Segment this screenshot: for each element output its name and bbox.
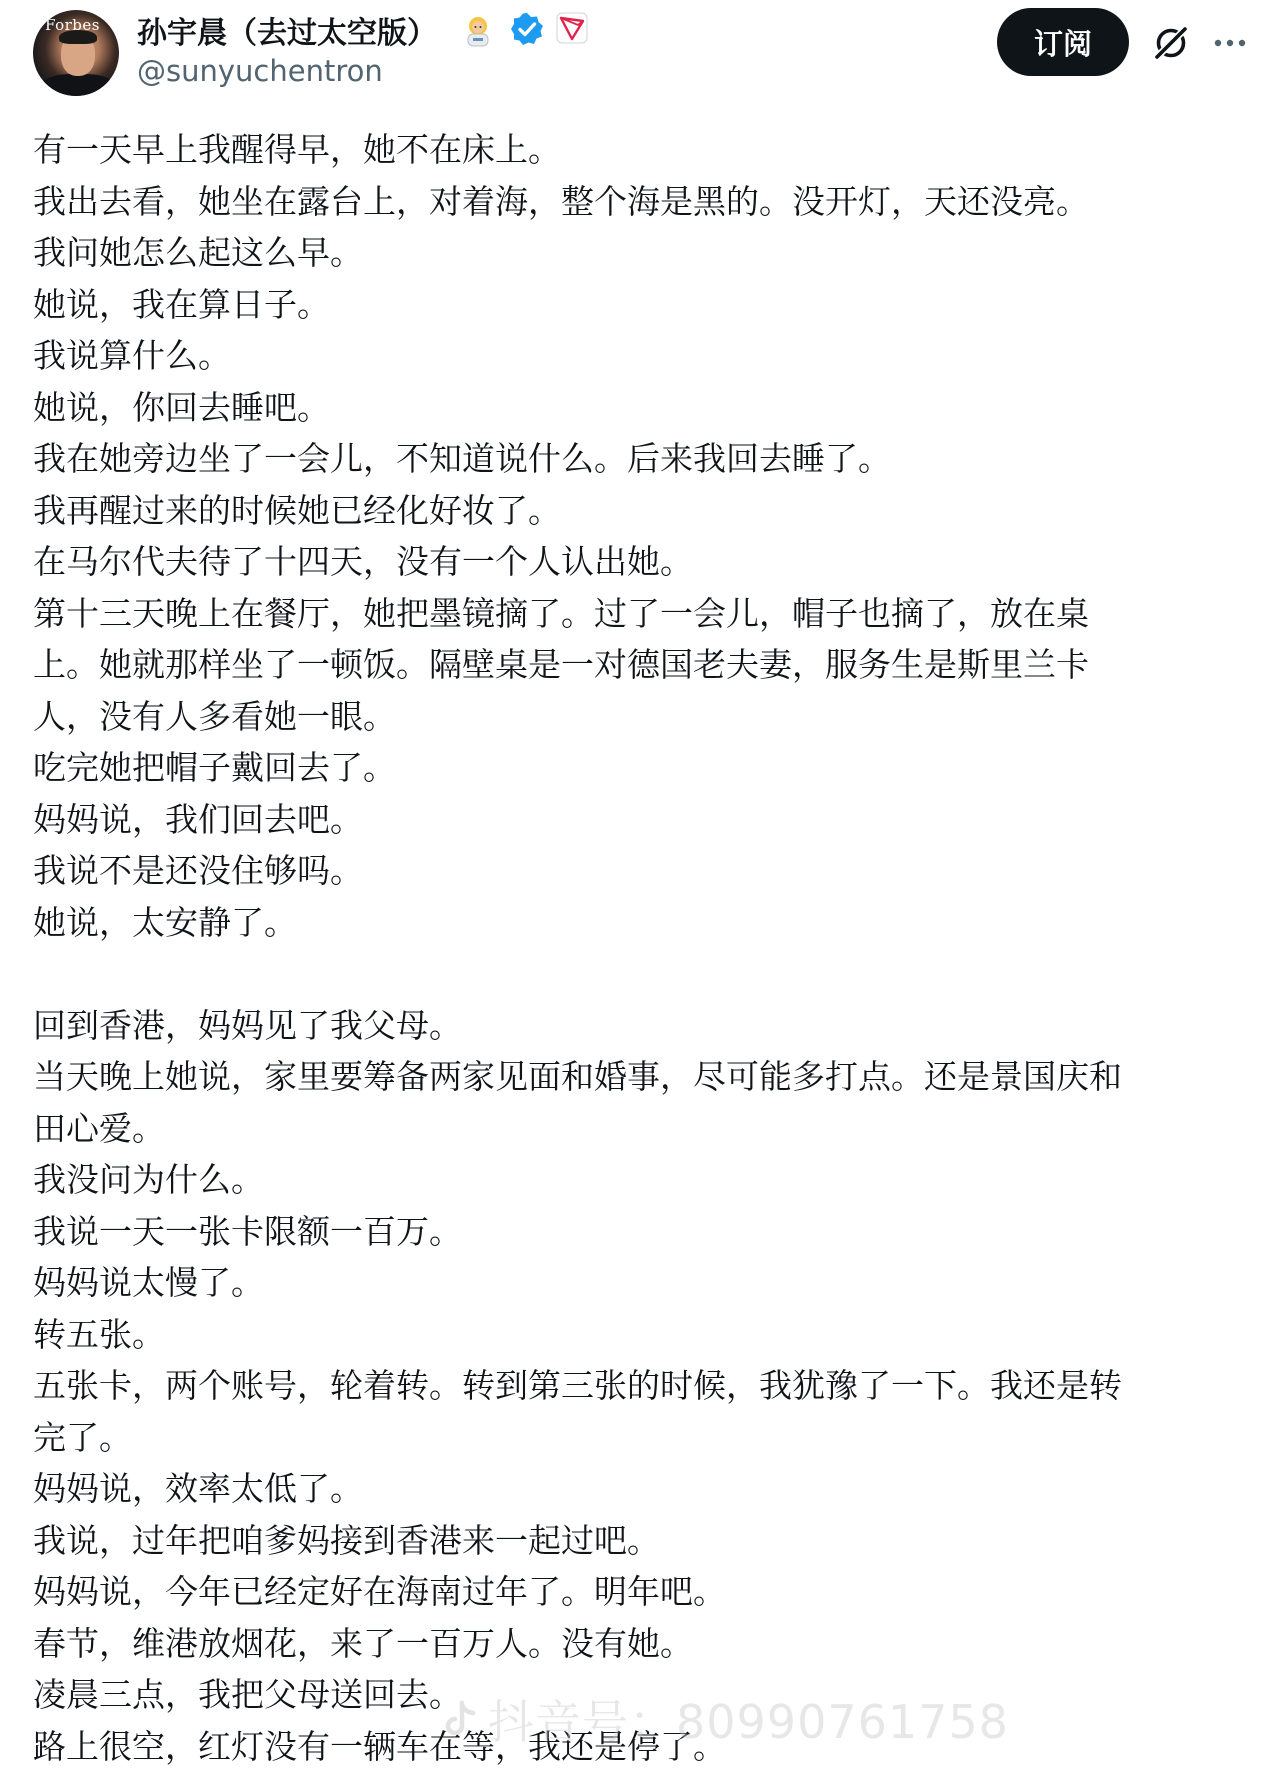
post-line: 我说一天一张卡限额一百万。	[33, 1211, 462, 1251]
post-line: 凌晨三点，我把父母送回去。	[33, 1675, 462, 1714]
post-line: 妈妈说，今年已经定好在海南过年了。明年吧。	[33, 1572, 726, 1611]
verified-badge-icon[interactable]	[510, 12, 544, 46]
post-line: 她说，我在算日子。	[33, 284, 330, 324]
post-line: 在马尔代夫待了十四天，没有一个人认出她。	[33, 542, 693, 581]
post-line: 五张卡，两个账号，轮着转。转到第三张的时候，我犹豫了一下。我还是转	[33, 1366, 1122, 1405]
avatar-suit	[41, 74, 115, 96]
post-line: 完了。	[33, 1417, 132, 1457]
post-line: 我没问为什么。	[33, 1160, 264, 1199]
post-line: 田心爱。	[33, 1108, 165, 1148]
post-line: 她说，太安静了。	[33, 902, 297, 942]
post-line: 妈妈说太慢了。	[33, 1263, 264, 1302]
user-handle[interactable]: @sunyuchentron	[137, 54, 383, 88]
post-line: 妈妈说，效率太低了。	[33, 1469, 363, 1508]
post-line: 第十三天晚上在餐厅，她把墨镜摘了。过了一会儿，帽子也摘了，放在桌	[33, 593, 1089, 633]
post-line: 我在她旁边坐了一会儿，不知道说什么。后来我回去睡了。	[33, 439, 891, 478]
post-line: 吃完她把帽子戴回去了。	[33, 748, 396, 787]
avatar-forbes-text: Forbes	[45, 16, 100, 34]
tron-affiliate-icon[interactable]	[556, 12, 588, 44]
post-line: 她说，你回去睡吧。	[33, 387, 330, 427]
post-line: 我问她怎么起这么早。	[33, 233, 363, 272]
post-line: 我出去看，她坐在露台上，对着海，整个海是黑的。没开灯，天还没亮。	[33, 181, 1089, 221]
post-line: 路上很空，红灯没有一辆车在等，我还是停了。	[33, 1726, 726, 1766]
paragraph-break	[33, 948, 1253, 1000]
post-line: 回到香港，妈妈见了我父母。	[33, 1005, 462, 1045]
display-name[interactable]: 孙宇晨（去过太空版）	[137, 16, 437, 51]
avatar[interactable]	[33, 10, 119, 96]
post-line: 我说不是还没住够吗。	[33, 851, 363, 890]
post-line: 我说，过年把咱爹妈接到香港来一起过吧。	[33, 1520, 660, 1560]
astronaut-emoji-icon	[460, 12, 496, 48]
post-line: 妈妈说，我们回去吧。	[33, 799, 363, 839]
post-header	[0, 0, 1280, 110]
post-line: 我说算什么。	[33, 336, 231, 375]
watermark-text: 抖音号：80990761758	[488, 1695, 1009, 1749]
post-line: 当天晚上她说，家里要筹备两家见面和婚事，尽可能多打点。还是景国庆和	[33, 1057, 1122, 1096]
post-text	[33, 124, 1253, 1772]
post-line: 有一天早上我醒得早，她不在床上。	[33, 130, 561, 169]
more-dots-icon[interactable]	[1210, 28, 1250, 58]
grok-icon[interactable]	[1150, 22, 1192, 64]
post-line: 春节，维港放烟花，来了一百万人。没有她。	[33, 1623, 693, 1663]
post-line: 转五张。	[33, 1314, 165, 1354]
post-line: 上。她就那样坐了一顿饭。隔壁桌是一对德国老夫妻，服务生是斯里兰卡	[33, 645, 1089, 684]
subscribe-button[interactable]: 订阅	[997, 8, 1129, 76]
post-line: 人，没有人多看她一眼。	[33, 696, 396, 736]
post-line: 我再醒过来的时候她已经化好妆了。	[33, 490, 561, 530]
